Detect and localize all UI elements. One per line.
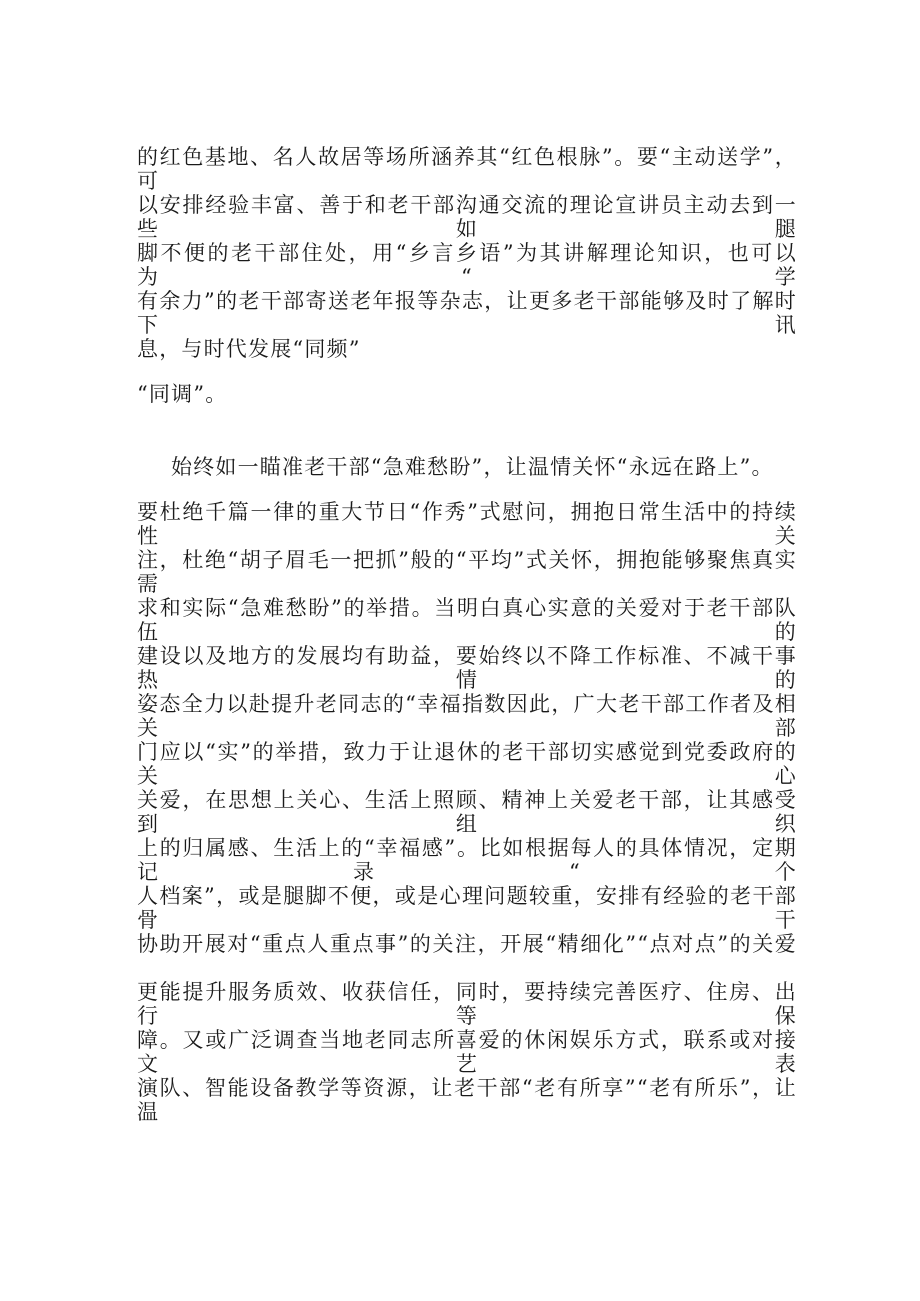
text-line: 注，杜绝“胡子眉毛一把抓”般的“平均”式关怀，拥抱能够聚焦真实需 <box>137 548 797 596</box>
text-line: 上的归属感、生活上的“幸福感”。比如根据每人的具体情况，定期记录“个 <box>137 836 797 884</box>
text-line: 人档案”，或是腿脚不便，或是心理问题较重，安排有经验的老干部骨干 <box>137 884 797 932</box>
text-line: 关爱，在思想上关心、生活上照顾、精神上关爱老干部，让其感受到组织 <box>137 788 797 836</box>
text-line: 有余力”的老干部寄送老年报等杂志，让更多老干部能够及时了解时下讯 <box>137 289 797 337</box>
text-line: 姿态全力以赴提升老同志的“幸福指数因此，广大老干部工作者及相关部 <box>137 692 797 740</box>
text-line: 更能提升服务质效、收获信任，同时，要持续完善医疗、住房、出行等保 <box>137 980 797 1028</box>
text-line: 要杜绝千篇一律的重大节日“作秀”式慰问，拥抱日常生活中的持续性关 <box>137 500 797 548</box>
text-line: 协助开展对“重点人重点事”的关注，开展“精细化”“点对点”的关爱 <box>137 932 797 956</box>
text-line: 以安排经验丰富、善于和老干部沟通交流的理论宣讲员主动去到一些如腿 <box>137 193 797 241</box>
text-line: 门应以“实”的举措，致力于让退休的老干部切实感觉到党委政府的关心 <box>137 740 797 788</box>
text-line: 建设以及地方的发展均有助益，要始终以不降工作标准、不减干事热情的 <box>137 644 797 692</box>
text-line: 求和实际“急难愁盼”的举措。当明白真心实意的关爱对于老干部队伍的 <box>137 596 797 644</box>
text-line: 息，与时代发展“同频” <box>137 337 361 361</box>
text-line: “同调”。 <box>137 382 228 406</box>
text-line: 障。又或广泛调查当地老同志所喜爱的休闲娱乐方式，联系或对接文艺表 <box>137 1028 797 1076</box>
paragraph-heading: 始终如一瞄准老干部“急难愁盼”，让温情关怀“永远在路上”。 <box>171 455 774 479</box>
text-line: 演队、智能设备教学等资源，让老干部“老有所享”“老有所乐”，让温 <box>137 1076 797 1124</box>
text-line: 脚不便的老干部住处，用“乡言乡语”为其讲解理论知识，也可以为“学 <box>137 241 797 289</box>
text-line: 的红色基地、名人故居等场所涵养其“红色根脉”。要“主动送学”，可 <box>137 145 797 193</box>
